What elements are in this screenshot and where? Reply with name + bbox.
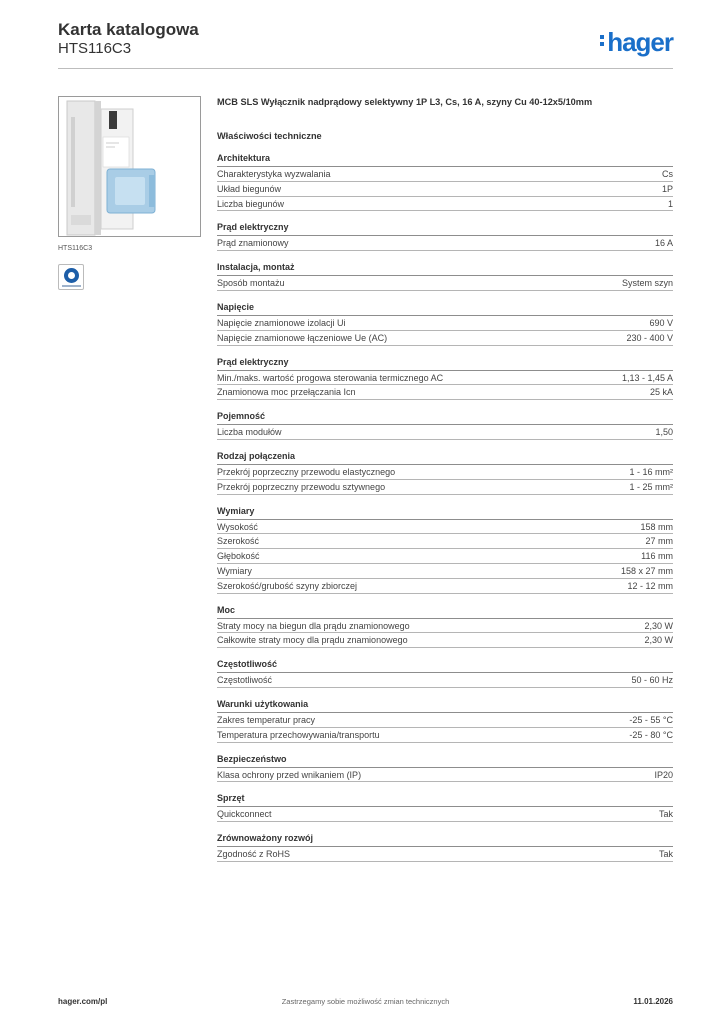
technical-specs <box>217 96 673 862</box>
spec-value: System szyn <box>621 278 673 289</box>
spec-group-title: Architektura <box>217 152 673 167</box>
spec-label: Szerokość/grubość szyny zbiorczej <box>217 580 358 591</box>
spec-label: Liczba modułów <box>217 427 282 438</box>
spec-value: 158 mm <box>640 521 673 532</box>
product-sidebar <box>58 96 201 290</box>
spec-group-title: Częstotliwość <box>217 658 673 673</box>
footer-website[interactable]: hager.com/pl <box>58 997 108 1006</box>
spec-row <box>217 465 673 480</box>
spec-value: -25 - 55 °C <box>629 714 673 725</box>
spec-row <box>217 520 673 535</box>
spec-row <box>217 425 673 440</box>
spec-value: 2,30 W <box>644 635 673 646</box>
spec-group-title: Bezpieczeństwo <box>217 753 673 768</box>
spec-row <box>217 331 673 346</box>
spec-row <box>217 579 673 594</box>
section-title: Właściwości techniczne <box>217 131 322 141</box>
spec-label: Głębokość <box>217 551 260 562</box>
spec-value: 1,13 - 1,45 A <box>621 372 673 383</box>
spec-row <box>217 847 673 862</box>
spec-value: 25 kA <box>649 387 673 398</box>
spec-value: IP20 <box>654 769 673 780</box>
spec-label: Charakterystyka wyzwalania <box>217 169 331 179</box>
spec-label: Układ biegunów <box>217 183 282 194</box>
header-divider <box>58 68 673 69</box>
spec-group-title: Prąd elektryczny <box>217 221 673 236</box>
spec-group <box>217 753 673 783</box>
spec-label: Całkowite straty mocy dla prądu znamionowego <box>217 635 408 646</box>
spec-group <box>217 221 673 251</box>
spec-row <box>217 534 673 549</box>
spec-value: 1 <box>667 198 673 209</box>
product-description: MCB SLS Wyłącznik nadprądowy selektywny 1P L3, Cs, 16 A, szyny Cu 40-12x5/10mm <box>217 97 593 107</box>
spec-label: Min./maks. wartość progowa sterowania termicznego AC <box>217 372 444 383</box>
spec-group <box>217 261 673 291</box>
product-image-caption: HTS116C3 <box>58 245 93 252</box>
spec-groups <box>217 152 673 862</box>
spec-label: Napięcie znamionowe łączeniowe Ue (AC) <box>217 332 388 343</box>
spec-row <box>217 728 673 743</box>
spec-value: Tak <box>658 809 673 820</box>
mcb-breaker-icon <box>59 97 201 237</box>
product-code: HTS116C3 <box>58 40 132 57</box>
spec-group-title: Warunki użytkowania <box>217 698 673 713</box>
footer-date: 11.01.2026 <box>633 997 673 1006</box>
spec-value: 16 A <box>654 238 673 249</box>
spec-row <box>217 549 673 564</box>
spec-value: Cs <box>662 169 673 179</box>
spec-row <box>217 276 673 291</box>
spec-value: 50 - 60 Hz <box>631 675 673 686</box>
spec-row <box>217 236 673 251</box>
spec-row <box>217 371 673 386</box>
spec-row <box>217 197 673 212</box>
product-image <box>58 96 201 237</box>
spec-row <box>217 619 673 634</box>
spec-row <box>217 713 673 728</box>
spec-label: Znamionowa moc przełączania Icn <box>217 387 356 398</box>
page-header <box>58 20 673 70</box>
spec-label: Liczba biegunów <box>217 198 285 209</box>
spec-group <box>217 505 673 594</box>
spec-value: 158 x 27 mm <box>620 565 673 576</box>
spec-value: 1 - 25 mm² <box>629 481 673 492</box>
spec-label: Straty mocy na biegun dla prądu znamionowego <box>217 620 410 631</box>
spec-row <box>217 633 673 648</box>
spec-group <box>217 604 673 649</box>
spec-group <box>217 792 673 822</box>
spec-group <box>217 658 673 688</box>
spec-group-title: Instalacja, montaż <box>217 261 673 276</box>
spec-row <box>217 480 673 495</box>
spec-value: 27 mm <box>645 536 673 547</box>
spec-row <box>217 182 673 197</box>
spec-row <box>217 673 673 688</box>
spec-group <box>217 152 673 211</box>
spec-label: Przekrój poprzeczny przewodu elastycznego <box>217 466 396 477</box>
spec-value: 116 mm <box>641 551 673 562</box>
spec-row <box>217 167 673 182</box>
hager-logo: hager <box>600 27 673 58</box>
spec-label: Szerokość <box>217 536 260 547</box>
logo-dots-icon <box>600 32 605 49</box>
spec-group-title: Prąd elektryczny <box>217 356 673 371</box>
spec-group <box>217 410 673 440</box>
spec-value: 1,50 <box>655 427 673 438</box>
spec-label: Klasa ochrony przed wnikaniem (IP) <box>217 769 362 780</box>
spec-label: Zgodność z RoHS <box>217 849 291 860</box>
spec-row <box>217 316 673 331</box>
spec-group <box>217 832 673 862</box>
spec-group-title: Moc <box>217 604 673 619</box>
spec-label: Prąd znamionowy <box>217 238 289 249</box>
spec-value: 230 - 400 V <box>626 332 673 343</box>
quickconnect-badge-icon <box>58 264 84 290</box>
spec-label: Napięcie znamionowe izolacji Ui <box>217 317 346 328</box>
spec-label: Częstotliwość <box>217 675 273 686</box>
spec-group-title: Pojemność <box>217 410 673 425</box>
spec-group <box>217 356 673 401</box>
spec-label: Wymiary <box>217 565 252 576</box>
spec-value: 1P <box>661 183 673 194</box>
spec-label: Zakres temperatur pracy <box>217 714 316 725</box>
spec-value: 12 - 12 mm <box>627 580 673 591</box>
spec-row <box>217 564 673 579</box>
footer-notice: Zastrzegamy sobie możliwość zmian technicznych <box>281 997 450 1006</box>
spec-label: Wysokość <box>217 521 258 532</box>
spec-row <box>217 807 673 822</box>
spec-label: Przekrój poprzeczny przewodu sztywnego <box>217 481 386 492</box>
spec-group-title: Rodzaj połączenia <box>217 450 673 465</box>
spec-value: -25 - 80 °C <box>629 729 673 740</box>
spec-value: Tak <box>658 849 673 860</box>
spec-group-title: Sprzęt <box>217 792 673 807</box>
spec-group <box>217 450 673 495</box>
spec-label: Temperatura przechowywania/transportu <box>217 729 380 740</box>
spec-group <box>217 301 673 346</box>
spec-group-title: Wymiary <box>217 505 673 520</box>
spec-label: Quickconnect <box>217 809 272 820</box>
spec-row <box>217 385 673 400</box>
spec-group <box>217 698 673 743</box>
spec-value: 1 - 16 mm² <box>629 466 673 477</box>
spec-group-title: Napięcie <box>217 301 673 316</box>
spec-group-title: Zrównoważony rozwój <box>217 832 673 847</box>
spec-value: 690 V <box>649 317 673 328</box>
spec-value: 2,30 W <box>644 620 673 631</box>
spec-label: Sposób montażu <box>217 278 285 289</box>
document-title: Karta katalogowa <box>58 20 199 39</box>
spec-row <box>217 768 673 783</box>
